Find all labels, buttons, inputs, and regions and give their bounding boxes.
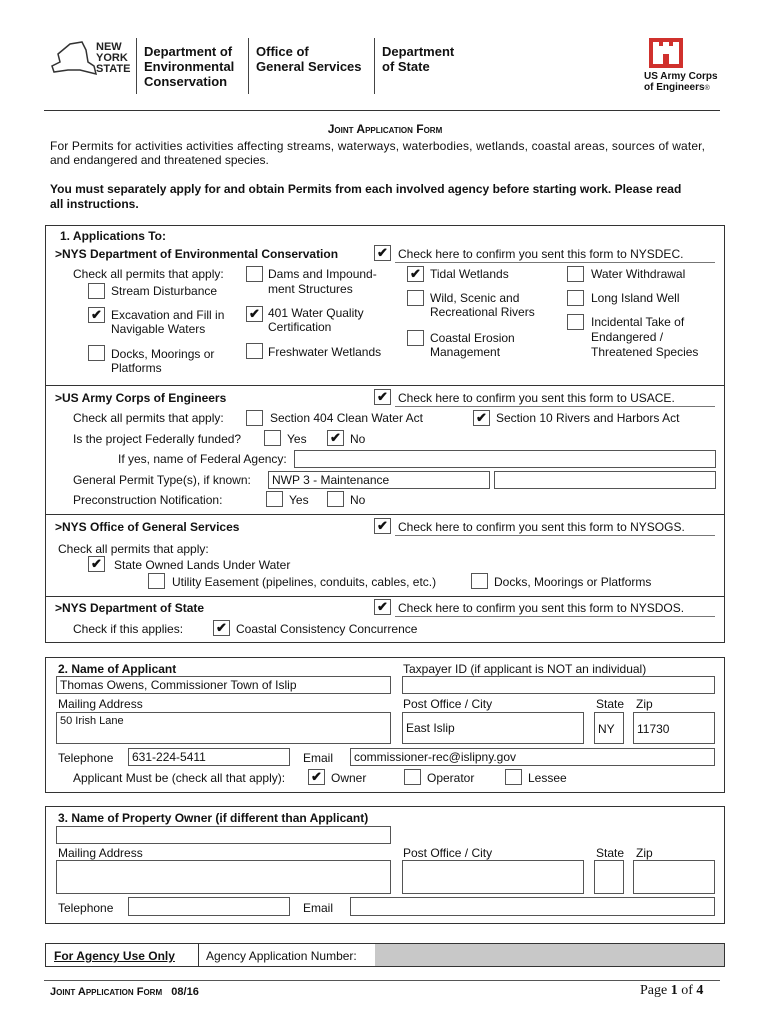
coastal-erosion-label-1: Coastal Erosion (430, 331, 515, 345)
precon-yes-checkbox[interactable] (266, 491, 283, 507)
usace-label: >US Army Corps of Engineers (55, 391, 227, 405)
fed-funded-yes-checkbox[interactable] (264, 430, 281, 446)
agency-number-label: Agency Application Number: (206, 949, 357, 963)
usace-logo-text (644, 71, 718, 94)
owner-telephone-label: Telephone (58, 901, 114, 915)
dec-line-2: Environmental (144, 59, 235, 74)
section-1-heading: 1. Applications To: (60, 229, 167, 243)
property-owner-heading: 3. Name of Property Owner (if different than Applicant) (58, 811, 369, 825)
tidal-wetlands-label: Tidal Wetlands (430, 267, 509, 281)
water-withdrawal-label: Water Withdrawal (591, 267, 686, 281)
dos-line-1: Department (382, 44, 455, 59)
intro-line-2: and endangered and threatened species. (50, 153, 269, 167)
taxpayer-id-label: Taxpayer ID (if applicant is NOT an individual) (403, 662, 647, 676)
applicant-heading: 2. Name of Applicant (58, 662, 177, 676)
section-10-label: Section 10 Rivers and Harbors Act (496, 411, 680, 425)
footer-form-date: 08/16 (171, 986, 199, 998)
ogs-line-2: General Services (256, 59, 362, 74)
mailing-address-label: Mailing Address (58, 697, 143, 711)
state-label: State (596, 697, 625, 711)
email-label: Email (303, 751, 334, 765)
post-office-label: Post Office / City (403, 697, 493, 711)
coastal-erosion-checkbox[interactable] (407, 330, 424, 346)
confirm-nysdec-checkbox[interactable]: ✔ (374, 245, 391, 261)
ogs-line-1: Office of (256, 44, 309, 59)
confirm-nysdec-label: Check here to confirm you sent this form to NYSDEC. (398, 247, 684, 261)
underline (395, 616, 715, 617)
page-indicator (640, 983, 703, 999)
owner-zip-input[interactable] (633, 860, 715, 894)
mailing-address-input[interactable]: 50 Irish Lane (56, 712, 391, 744)
tidal-wetlands-checkbox[interactable]: ✔ (407, 266, 424, 282)
zip-label: Zip (636, 697, 653, 711)
applicant-must-be-label: Applicant Must be (check all that apply): (73, 771, 286, 785)
ogs-label: >NYS Office of General Services (55, 520, 240, 534)
underline (395, 262, 715, 263)
owner-checkbox[interactable]: ✔ (308, 769, 325, 785)
page-total: 4 (696, 983, 704, 998)
section-divider (45, 596, 725, 597)
preconstruction-label: Preconstruction Notification: (73, 493, 223, 507)
lessee-label: Lessee (528, 771, 567, 785)
confirm-nysogs-label: Check here to confirm you sent this form to NYSOGS. (398, 520, 685, 534)
water-quality-401-checkbox[interactable]: ✔ (246, 306, 263, 322)
form-title: Joint Application Form (327, 122, 443, 136)
owner-mailing-label: Mailing Address (58, 846, 143, 860)
usace-check-all-label: Check all permits that apply: (73, 411, 224, 425)
water-quality-401-label-1: 401 Water Quality (268, 306, 364, 320)
dec-line-3: Conservation (144, 74, 228, 89)
dec-logo (144, 44, 234, 89)
owner-email-label: Email (303, 901, 334, 915)
water-withdrawal-checkbox[interactable] (567, 266, 584, 282)
incidental-take-checkbox[interactable] (567, 314, 584, 330)
underline (395, 406, 715, 407)
page-prefix: Page (640, 983, 671, 998)
dams-impoundment-checkbox[interactable] (246, 266, 263, 282)
excavation-fill-label-2: Navigable Waters (111, 322, 206, 336)
confirm-nysdos-label: Check here to confirm you sent this form to NYSDOS. (398, 601, 685, 615)
fed-funded-yes-label: Yes (287, 432, 307, 446)
owner-state-input[interactable] (594, 860, 624, 894)
ogs-docks-label: Docks, Moorings or Platforms (494, 575, 652, 589)
owner-zip-label: Zip (636, 846, 653, 860)
federally-funded-label: Is the project Federally funded? (73, 432, 242, 446)
operator-checkbox[interactable] (404, 769, 421, 785)
intro-line-1: For Permits for activities activities affecting streams, waterways, waterbodies, wetlands, coastal areas, sources of water, (50, 139, 706, 153)
usace-line-2: of Engineers (644, 82, 705, 93)
city-input[interactable]: East Islip (402, 712, 584, 744)
precon-no-checkbox[interactable] (327, 491, 344, 507)
docks-moorings-checkbox[interactable] (88, 345, 105, 361)
page-separator: of (677, 983, 697, 998)
owner-telephone-input[interactable] (128, 897, 290, 916)
ogs-logo (256, 44, 362, 74)
freshwater-wetlands-checkbox[interactable] (246, 343, 263, 359)
long-island-well-label: Long Island Well (591, 291, 680, 305)
general-permit-label: General Permit Type(s), if known: (73, 473, 251, 487)
stream-disturbance-checkbox[interactable] (88, 283, 105, 299)
wild-scenic-rivers-checkbox[interactable] (407, 290, 424, 306)
incidental-take-label-1: Incidental Take of (591, 315, 685, 329)
ogs-docks-checkbox[interactable] (471, 573, 488, 589)
utility-easement-label: Utility Easement (pipelines, conduits, cables, etc.) (172, 575, 437, 589)
precon-no-label: No (350, 493, 366, 507)
wild-scenic-rivers-label-2: Recreational Rivers (430, 305, 535, 319)
footer-form-name (50, 985, 199, 999)
dos-label: >NYS Department of State (55, 601, 205, 615)
telephone-label: Telephone (58, 751, 114, 765)
section-404-checkbox[interactable] (246, 410, 263, 426)
stream-disturbance-label: Stream Disturbance (111, 284, 218, 298)
underline (395, 535, 715, 536)
lessee-checkbox[interactable] (505, 769, 522, 785)
usace-castle-icon (649, 38, 683, 68)
long-island-well-checkbox[interactable] (567, 290, 584, 306)
wild-scenic-rivers-label-1: Wild, Scenic and (430, 291, 520, 305)
docks-moorings-label-1: Docks, Moorings or (111, 347, 215, 361)
dos-check-if-label: Check if this applies: (73, 622, 184, 636)
property-owner-name-input[interactable] (56, 826, 391, 844)
warning-line-2: all instructions. (50, 197, 139, 211)
applicant-name-input[interactable]: Thomas Owens, Commissioner Town of Islip (56, 676, 391, 694)
dec-label: >NYS Department of Environmental Conservation (55, 247, 339, 261)
ogs-check-all-label: Check all permits that apply: (58, 542, 209, 556)
warning-line-1: You must separately apply for and obtain Permits from each involved agency before starting work. Please read (50, 182, 682, 196)
divider (248, 38, 249, 94)
section-divider (45, 514, 725, 515)
telephone-input[interactable]: 631-224-5411 (128, 748, 290, 766)
federal-agency-label: If yes, name of Federal Agency: (118, 452, 287, 466)
dec-check-all-label: Check all permits that apply: (73, 267, 224, 281)
owner-mailing-input[interactable] (56, 860, 391, 894)
confirm-nysdos-checkbox[interactable]: ✔ (374, 599, 391, 615)
precon-yes-label: Yes (289, 493, 309, 507)
email-input[interactable]: commissioner-rec@islipny.gov (350, 748, 715, 766)
footer-form-title: Joint Application Form (50, 986, 163, 998)
confirm-usace-label: Check here to confirm you sent this form to USACE. (398, 391, 675, 405)
water-quality-401-label-2: Certification (268, 320, 332, 334)
federal-agency-input[interactable] (294, 450, 716, 468)
coastal-erosion-label-2: Management (430, 345, 501, 359)
owner-post-office-label: Post Office / City (403, 846, 493, 860)
taxpayer-id-input[interactable] (402, 676, 715, 694)
coastal-consistency-label: Coastal Consistency Concurrence (236, 622, 418, 636)
owner-city-input[interactable] (402, 860, 584, 894)
ny-logo-text: NEW YORK STATE (96, 41, 131, 75)
operator-label: Operator (427, 771, 475, 785)
footer-rule (44, 980, 720, 981)
divider (374, 38, 375, 94)
zip-input[interactable]: 11730 (633, 712, 715, 744)
section-divider (45, 385, 725, 386)
state-input[interactable]: NY (594, 712, 624, 744)
freshwater-wetlands-label: Freshwater Wetlands (268, 345, 382, 359)
dams-impoundment-label-2: ment Structures (268, 282, 353, 296)
incidental-take-label-3: Threatened Species (591, 345, 699, 359)
agency-number-input[interactable] (376, 944, 724, 966)
registered-mark: ® (704, 85, 710, 92)
ny-state-outline-icon (50, 40, 100, 80)
fed-funded-no-label: No (350, 432, 366, 446)
state-owned-lands-checkbox[interactable]: ✔ (88, 556, 105, 572)
state-owned-lands-label: State Owned Lands Under Water (114, 558, 291, 572)
owner-state-label: State (596, 846, 625, 860)
general-permit-input-1[interactable]: NWP 3 - Maintenance (268, 471, 490, 489)
dec-line-1: Department of (144, 44, 233, 59)
dos-logo (382, 44, 454, 74)
confirm-usace-checkbox[interactable]: ✔ (374, 389, 391, 405)
section-404-label: Section 404 Clean Water Act (270, 411, 423, 425)
docks-moorings-label-2: Platforms (111, 361, 162, 375)
divider (136, 38, 137, 94)
confirm-nysogs-checkbox[interactable]: ✔ (374, 518, 391, 534)
utility-easement-checkbox[interactable] (148, 573, 165, 589)
agency-use-label: For Agency Use Only (54, 949, 175, 963)
coastal-consistency-checkbox[interactable]: ✔ (213, 620, 230, 636)
excavation-fill-checkbox[interactable]: ✔ (88, 307, 105, 323)
owner-label: Owner (331, 771, 367, 785)
incidental-take-label-2: Endangered / (591, 330, 664, 344)
fed-funded-no-checkbox[interactable]: ✔ (327, 430, 344, 446)
dams-impoundment-label-1: Dams and Impound- (268, 267, 377, 281)
page-number: 1 (670, 983, 678, 998)
header-rule (44, 110, 720, 111)
usace-line-1: US Army Corps (644, 71, 718, 82)
excavation-fill-label-1: Excavation and Fill in (111, 308, 225, 322)
dos-line-2: of State (382, 59, 430, 74)
owner-email-input[interactable] (350, 897, 715, 916)
general-permit-input-2[interactable] (494, 471, 716, 489)
section-10-checkbox[interactable]: ✔ (473, 410, 490, 426)
